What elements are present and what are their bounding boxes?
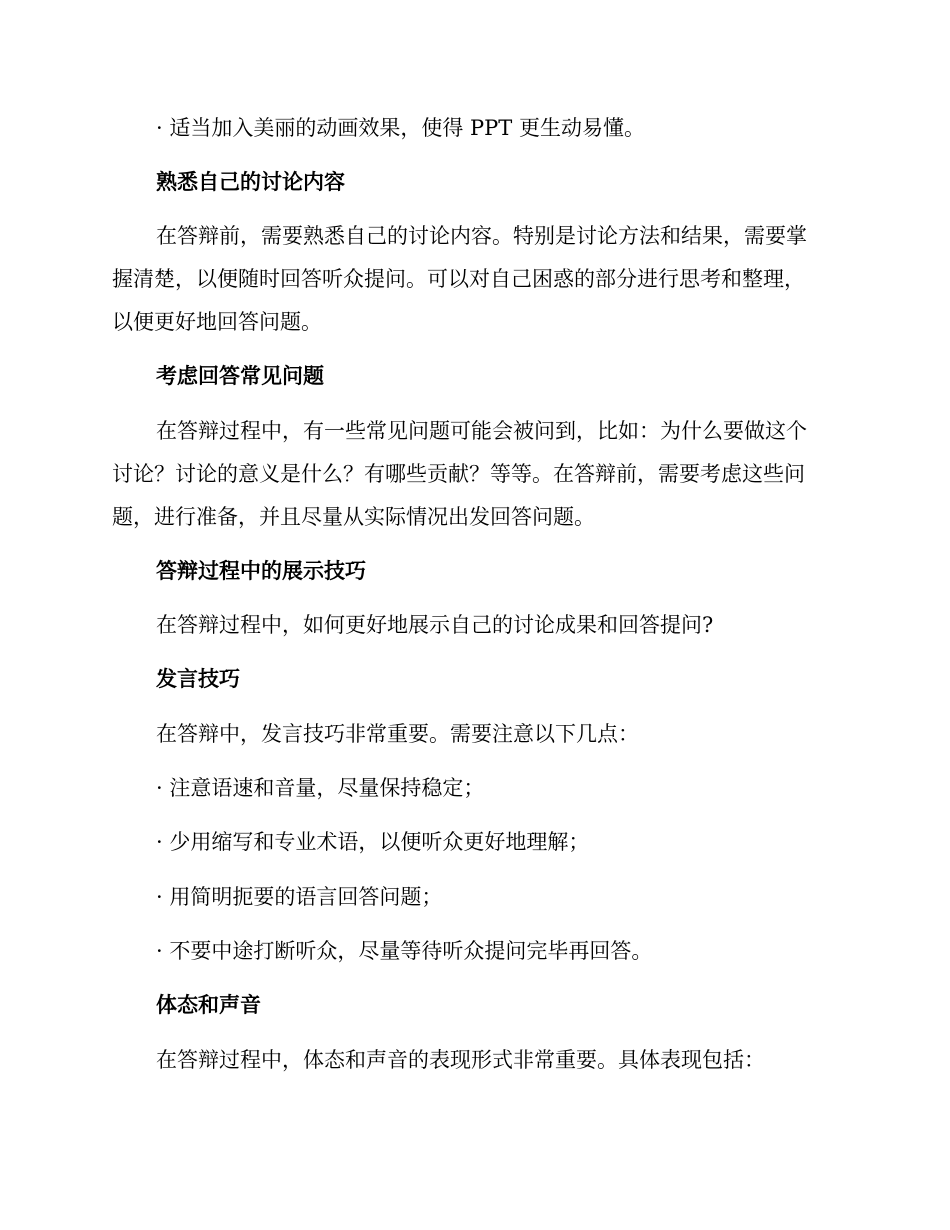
section-heading-presentation-skills: 答辩过程中的展示技巧: [156, 558, 366, 583]
bullet-item: · 用简明扼要的语言回答问题；: [156, 885, 443, 909]
bullet-item: · 少用缩写和专业术语，以便听众更好地理解；: [156, 830, 590, 854]
section-heading-common-questions: 考虑回答常见问题: [156, 363, 324, 388]
paragraph-line: 在答辩过程中，有一些常见问题可能会被问到，比如：为什么要做这个: [156, 419, 807, 443]
paragraph-line: 在答辩前，需要熟悉自己的讨论内容。特别是讨论方法和结果，需要掌: [156, 224, 807, 248]
paragraph-line: 在答辩中，发言技巧非常重要。需要注意以下几点：: [156, 722, 639, 746]
paragraph-line: 题，进行准备，并且尽量从实际情况出发回答问题。: [112, 505, 595, 529]
section-heading-posture-voice: 体态和声音: [156, 992, 261, 1017]
paragraph-line: 在答辩过程中，体态和声音的表现形式非常重要。具体表现包括：: [156, 1048, 765, 1072]
bullet-item-animation: · 适当加入美丽的动画效果，使得 PPT 更生动易懂。: [156, 116, 645, 140]
paragraph-line: 讨论？讨论的意义是什么？有哪些贡献？等等。在答辩前，需要考虑这些问: [112, 462, 805, 486]
paragraph-line: 握清楚，以便随时回答听众提问。可以对自己困惑的部分进行思考和整理，: [112, 267, 805, 291]
section-heading-familiar-content: 熟悉自己的讨论内容: [156, 169, 345, 194]
paragraph-line: 在答辩过程中，如何更好地展示自己的讨论成果和回答提问?: [156, 613, 714, 637]
bullet-item: · 注意语速和音量，尽量保持稳定；: [156, 776, 485, 800]
section-heading-speaking-skills: 发言技巧: [156, 666, 240, 691]
bullet-item: · 不要中途打断听众，尽量等待听众提问完毕再回答。: [156, 939, 653, 963]
paragraph-line: 以便更好地回答问题。: [112, 310, 322, 334]
